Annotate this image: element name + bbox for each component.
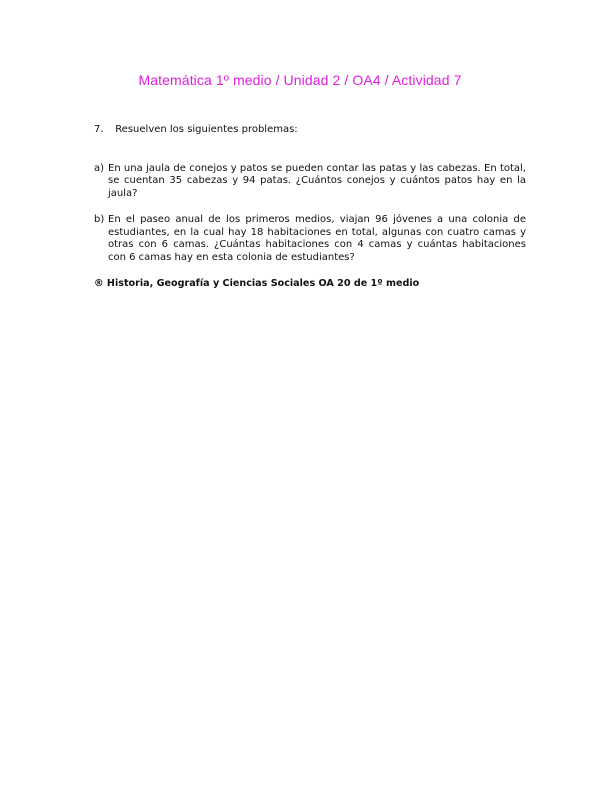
problem-letter: b) [94, 214, 105, 225]
instruction-text: Resuelven los siguientes problemas: [115, 124, 298, 135]
problem-b [94, 214, 526, 264]
activity-instruction [94, 124, 526, 137]
problem-letter: a) [94, 162, 105, 174]
activity-number: 7. [94, 124, 104, 135]
activity-content [94, 124, 526, 291]
problem-text: En el paseo anual de los primeros medios, viajan 96 jóvenes a una colonia de estudiantes, en la cual hay 18 habitaciones en total, algunas con cuatro camas y otras con 6 camas. ¿Cuántas habitaciones con 4 camas y cuántas habitaciones con 6 camas hay en esta colonia de estudiantes? [108, 214, 526, 263]
problem-text: En una jaula de conejos y patos se pueden contar las patas y las cabezas. En total, se cuentan 35 cabezas y 94 patas. ¿Cuántos conejos y cuántos patos hay en la jaula? [108, 162, 526, 199]
cross-curricular-note: ® Historia, Geografía y Ciencias Sociales OA 20 de 1º medio [94, 278, 420, 289]
problem-a [94, 163, 526, 201]
page-title: Matemática 1º medio / Unidad 2 / OA4 / Actividad 7 [138, 72, 462, 88]
